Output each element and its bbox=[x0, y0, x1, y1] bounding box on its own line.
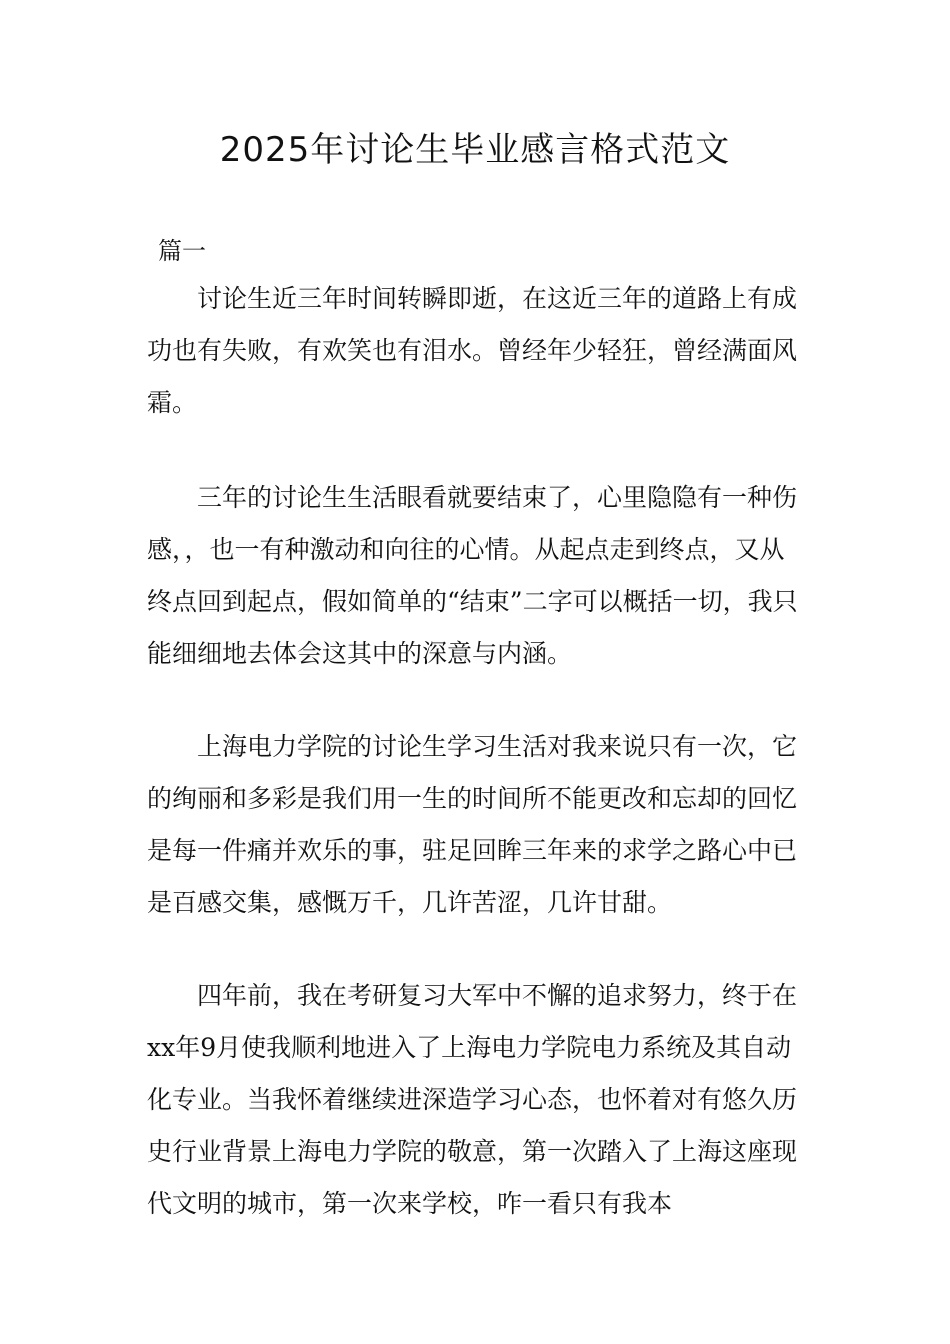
paragraph: 上海电力学院的讨论生学习生活对我来说只有一次，它的绚丽和多彩是我们用一生的时间所不能更改和忘却的回忆是每一件痛并欢乐的事，驻足回眸三年来的求学之路心中已是百感交集，感慨万千，几许苦涩，几许甘甜。 bbox=[147, 732, 798, 917]
paragraph: 讨论生近三年时间转瞬即逝，在这近三年的道路上有成功也有失败，有欢笑也有泪水。曾经年少轻狂，曾经满面风霜。 bbox=[147, 284, 798, 417]
paragraph: 三年的讨论生生活眼看就要结束了，心里隐隐有一种伤感，，也一有种激动和向往的心情。从起点走到终点，又从终点回到起点，假如简单的“结束”二字可以概括一切，我只能细细地去体会这其中的深意与内涵。 bbox=[147, 483, 798, 668]
paragraph: 四年前，我在考研复习大军中不懈的追求努力，终于在xx年9月使我顺利地进入了上海电力学院电力系统及其自动化专业。当我怀着继续进深造学习心态，也怀着对有悠久历史行业背景上海电力学院的敬意，第一次踏入了上海这座现代文明的城市，第一次来学校，咋一看只有我本 bbox=[147, 981, 798, 1218]
document-title: 2025年讨论生毕业感言格式范文 bbox=[219, 130, 731, 170]
section-label: 篇一 bbox=[158, 237, 206, 265]
